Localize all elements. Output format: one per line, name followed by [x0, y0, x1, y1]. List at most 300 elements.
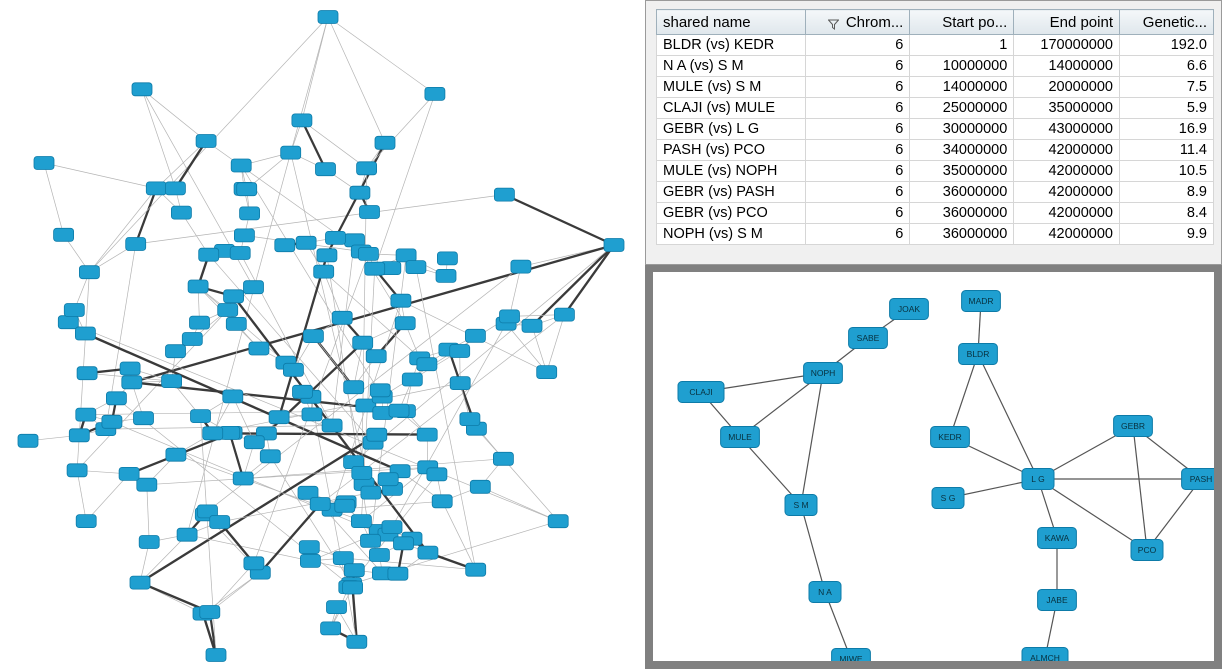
large-network-node[interactable]: [389, 404, 409, 417]
large-network-node-shape[interactable]: [281, 146, 301, 159]
large-network-node-shape[interactable]: [54, 228, 74, 241]
large-network-node[interactable]: [244, 436, 264, 449]
large-network-node[interactable]: [493, 452, 513, 465]
large-network-node-shape[interactable]: [218, 304, 238, 317]
large-network-node-shape[interactable]: [146, 182, 166, 195]
large-network-node[interactable]: [357, 162, 377, 175]
large-network-node[interactable]: [604, 239, 624, 252]
large-network-node-shape[interactable]: [190, 316, 210, 329]
large-network-node[interactable]: [171, 206, 191, 219]
large-network-node[interactable]: [394, 537, 414, 550]
large-network-node-shape[interactable]: [188, 280, 208, 293]
large-network-node-shape[interactable]: [166, 345, 186, 358]
large-network-node[interactable]: [494, 188, 514, 201]
large-network-node[interactable]: [79, 266, 99, 279]
large-network-node-shape[interactable]: [314, 265, 334, 278]
large-network-node-shape[interactable]: [367, 428, 387, 441]
large-network-node-shape[interactable]: [34, 157, 54, 170]
large-network-node[interactable]: [370, 384, 390, 397]
large-network-node-shape[interactable]: [402, 373, 422, 386]
subnetwork-node[interactable]: [959, 344, 998, 365]
large-network-node-shape[interactable]: [335, 499, 355, 512]
large-network-node-shape[interactable]: [206, 649, 226, 662]
large-network-node-shape[interactable]: [450, 345, 470, 358]
large-network-node-shape[interactable]: [165, 182, 185, 195]
table-row[interactable]: [657, 161, 1214, 182]
large-network-node[interactable]: [75, 327, 95, 340]
large-network-node[interactable]: [166, 345, 186, 358]
large-network-node[interactable]: [77, 367, 97, 380]
large-network-node[interactable]: [470, 480, 490, 493]
large-network-node[interactable]: [460, 413, 480, 426]
large-network-node[interactable]: [402, 373, 422, 386]
large-network-node[interactable]: [191, 410, 211, 423]
large-network-node-shape[interactable]: [58, 316, 78, 329]
large-network-node-shape[interactable]: [465, 329, 485, 342]
large-network-node-shape[interactable]: [293, 385, 313, 398]
subnetwork-node[interactable]: [962, 291, 1001, 312]
large-network-node-shape[interactable]: [318, 11, 338, 24]
large-network-node-shape[interactable]: [333, 552, 353, 565]
large-network-node[interactable]: [366, 350, 386, 363]
large-network-node-shape[interactable]: [347, 635, 367, 648]
large-network-node-shape[interactable]: [106, 392, 126, 405]
large-network-node[interactable]: [365, 262, 385, 275]
large-network-node-shape[interactable]: [369, 549, 389, 562]
large-network-node[interactable]: [500, 310, 520, 323]
large-network-node[interactable]: [231, 159, 251, 172]
large-network-node-shape[interactable]: [182, 333, 202, 346]
large-network-node-shape[interactable]: [537, 366, 557, 379]
large-network-node-shape[interactable]: [353, 336, 373, 349]
large-network-node[interactable]: [450, 345, 470, 358]
large-network-node-shape[interactable]: [224, 290, 244, 303]
large-network-node[interactable]: [139, 536, 159, 549]
large-network-node-shape[interactable]: [417, 358, 437, 371]
large-network-node[interactable]: [352, 466, 372, 479]
large-network-node[interactable]: [224, 290, 244, 303]
subnetwork-node[interactable]: [678, 382, 724, 403]
large-network-node[interactable]: [326, 231, 346, 244]
large-network-node[interactable]: [166, 448, 186, 461]
table-row[interactable]: [657, 35, 1214, 56]
large-network-node-shape[interactable]: [77, 367, 97, 380]
large-network-node[interactable]: [378, 473, 398, 486]
network-edge-table-panel[interactable]: [645, 0, 1222, 265]
large-network-node[interactable]: [321, 622, 341, 635]
subnetwork-node[interactable]: [1131, 540, 1163, 561]
large-network-node[interactable]: [522, 319, 542, 332]
large-network-node[interactable]: [230, 247, 250, 260]
large-network-node-shape[interactable]: [79, 266, 99, 279]
large-network-node[interactable]: [333, 552, 353, 565]
large-network-node-shape[interactable]: [203, 427, 223, 440]
subnetwork-node[interactable]: [890, 299, 929, 320]
subnetwork-node[interactable]: [932, 488, 964, 509]
subnetwork-canvas[interactable]: [653, 272, 1214, 661]
large-network-node[interactable]: [64, 304, 84, 317]
large-network-node[interactable]: [391, 294, 411, 307]
subnetwork-node[interactable]: [1022, 469, 1054, 490]
large-network-node-shape[interactable]: [466, 563, 486, 576]
large-network-node[interactable]: [332, 311, 352, 324]
large-network-node-shape[interactable]: [230, 247, 250, 260]
large-network-node[interactable]: [361, 486, 381, 499]
large-network-node-shape[interactable]: [132, 83, 152, 96]
large-network-node-shape[interactable]: [69, 429, 89, 442]
large-network-node[interactable]: [302, 408, 322, 421]
large-network-node[interactable]: [395, 317, 415, 330]
large-network-node-shape[interactable]: [18, 434, 38, 447]
large-network-node-shape[interactable]: [427, 468, 447, 481]
large-network-node[interactable]: [126, 238, 146, 251]
large-network-node[interactable]: [316, 163, 336, 176]
large-network-node[interactable]: [190, 316, 210, 329]
table-row[interactable]: [657, 98, 1214, 119]
subnetwork-node[interactable]: [1182, 469, 1214, 490]
large-network-node-shape[interactable]: [389, 404, 409, 417]
large-network-node[interactable]: [275, 239, 295, 252]
large-network-node[interactable]: [292, 114, 312, 127]
table-row[interactable]: [657, 77, 1214, 98]
large-network-node-shape[interactable]: [317, 249, 337, 262]
large-network-node-shape[interactable]: [292, 114, 312, 127]
large-network-node[interactable]: [69, 429, 89, 442]
large-network-node[interactable]: [137, 478, 157, 491]
large-network-node-shape[interactable]: [450, 377, 470, 390]
subnetwork-node[interactable]: [809, 582, 841, 603]
column-header-chromosome[interactable]: [805, 10, 909, 35]
large-network-node[interactable]: [234, 229, 254, 242]
large-network-node-shape[interactable]: [432, 495, 452, 508]
large-network-node-shape[interactable]: [361, 534, 381, 547]
subnetwork-node[interactable]: [785, 495, 817, 516]
large-network-node[interactable]: [240, 207, 260, 220]
large-network-node-shape[interactable]: [231, 159, 251, 172]
large-network-node[interactable]: [200, 606, 220, 619]
large-network-node[interactable]: [406, 261, 426, 274]
large-network-node-shape[interactable]: [436, 269, 456, 282]
large-network-node[interactable]: [375, 136, 395, 149]
large-network-node[interactable]: [226, 317, 246, 330]
large-network-node-shape[interactable]: [303, 330, 323, 343]
large-network-node-shape[interactable]: [326, 231, 346, 244]
large-network-node-shape[interactable]: [244, 436, 264, 449]
large-network-node-shape[interactable]: [361, 486, 381, 499]
large-network-node-shape[interactable]: [343, 581, 363, 594]
large-network-node[interactable]: [360, 206, 380, 219]
large-network-node-shape[interactable]: [122, 376, 142, 389]
large-network-node-shape[interactable]: [200, 606, 220, 619]
large-network-node-shape[interactable]: [210, 516, 230, 529]
large-network-node[interactable]: [122, 376, 142, 389]
large-network-node-shape[interactable]: [494, 188, 514, 201]
large-network-node[interactable]: [269, 411, 289, 424]
large-network-node-shape[interactable]: [352, 466, 372, 479]
large-network-node[interactable]: [130, 576, 150, 589]
column-header-genetic[interactable]: Genetic...: [1120, 10, 1214, 35]
large-network-node[interactable]: [427, 468, 447, 481]
large-network-node-shape[interactable]: [171, 206, 191, 219]
large-network-node-shape[interactable]: [511, 260, 531, 273]
large-network-node-shape[interactable]: [296, 236, 316, 249]
large-network-node[interactable]: [436, 269, 456, 282]
large-network-node[interactable]: [343, 581, 363, 594]
large-network-node[interactable]: [417, 428, 437, 441]
large-network-node[interactable]: [322, 419, 342, 432]
large-network-node-shape[interactable]: [321, 622, 341, 635]
large-network-node[interactable]: [244, 281, 264, 294]
large-network-node[interactable]: [58, 316, 78, 329]
large-network-node-shape[interactable]: [360, 206, 380, 219]
large-network-node-shape[interactable]: [244, 281, 264, 294]
large-network-node[interactable]: [146, 182, 166, 195]
large-network-node-shape[interactable]: [177, 528, 197, 541]
large-network-node[interactable]: [317, 249, 337, 262]
large-network-node[interactable]: [293, 385, 313, 398]
large-network-node[interactable]: [450, 377, 470, 390]
column-header-end-point[interactable]: End point: [1014, 10, 1120, 35]
large-network-node[interactable]: [388, 567, 408, 580]
large-network-node-shape[interactable]: [139, 536, 159, 549]
large-network-node-shape[interactable]: [240, 207, 260, 220]
large-network-node-shape[interactable]: [366, 350, 386, 363]
large-network-node-shape[interactable]: [500, 310, 520, 323]
large-network-node[interactable]: [299, 541, 319, 554]
large-network-node[interactable]: [369, 549, 389, 562]
large-network-node[interactable]: [237, 183, 257, 196]
subnetwork-node[interactable]: [832, 649, 871, 662]
column-header-shared-name[interactable]: shared name: [657, 10, 806, 35]
large-network-node[interactable]: [296, 236, 316, 249]
large-network-node-shape[interactable]: [233, 472, 253, 485]
large-network-node[interactable]: [218, 304, 238, 317]
large-network-node[interactable]: [119, 467, 139, 480]
subnetwork-node[interactable]: [721, 427, 760, 448]
large-network-node[interactable]: [203, 427, 223, 440]
large-network-node[interactable]: [18, 434, 38, 447]
large-network-node[interactable]: [344, 381, 364, 394]
large-network-node[interactable]: [34, 157, 54, 170]
large-network-node[interactable]: [418, 546, 438, 559]
large-network-node-shape[interactable]: [418, 546, 438, 559]
large-network-node[interactable]: [281, 146, 301, 159]
large-network-node-shape[interactable]: [130, 576, 150, 589]
large-network-node-shape[interactable]: [283, 363, 303, 376]
large-network-node[interactable]: [177, 528, 197, 541]
large-network-node[interactable]: [76, 515, 96, 528]
large-network-node-shape[interactable]: [522, 319, 542, 332]
large-network-node[interactable]: [344, 564, 364, 577]
large-network-node[interactable]: [206, 649, 226, 662]
large-network-node[interactable]: [327, 601, 347, 614]
large-network-node[interactable]: [382, 521, 402, 534]
large-network-node[interactable]: [361, 534, 381, 547]
subnetwork-nodes[interactable]: [678, 291, 1214, 662]
large-network-node[interactable]: [283, 363, 303, 376]
large-network-node-shape[interactable]: [382, 521, 402, 534]
large-network-node-shape[interactable]: [244, 557, 264, 570]
large-network-node-shape[interactable]: [191, 410, 211, 423]
large-network-node-shape[interactable]: [493, 452, 513, 465]
large-network-node[interactable]: [335, 499, 355, 512]
large-network-node-shape[interactable]: [67, 464, 87, 477]
table-row[interactable]: [657, 224, 1214, 245]
large-network-node[interactable]: [548, 515, 568, 528]
filter-icon[interactable]: [828, 17, 839, 28]
subnetwork-node[interactable]: [931, 427, 970, 448]
large-network-node-shape[interactable]: [249, 342, 269, 355]
large-network-node[interactable]: [162, 375, 182, 388]
subnetwork-node[interactable]: [1038, 528, 1077, 549]
large-network-node-shape[interactable]: [548, 515, 568, 528]
large-network-node-shape[interactable]: [417, 428, 437, 441]
large-network-node[interactable]: [223, 390, 243, 403]
large-network-node[interactable]: [249, 342, 269, 355]
subnetwork-node[interactable]: [804, 363, 843, 384]
table-row[interactable]: [657, 119, 1214, 140]
large-network-node-shape[interactable]: [299, 541, 319, 554]
large-network-node-shape[interactable]: [470, 480, 490, 493]
large-network-node-shape[interactable]: [226, 317, 246, 330]
large-network-node-shape[interactable]: [75, 327, 95, 340]
large-network-node-shape[interactable]: [260, 450, 280, 463]
large-network-node-shape[interactable]: [316, 163, 336, 176]
large-network-node-shape[interactable]: [102, 415, 122, 428]
large-network-node[interactable]: [120, 362, 140, 375]
large-network-node[interactable]: [367, 428, 387, 441]
large-network-node-shape[interactable]: [76, 515, 96, 528]
large-network-node-shape[interactable]: [370, 384, 390, 397]
large-network-node[interactable]: [199, 248, 219, 261]
large-network-node-shape[interactable]: [344, 381, 364, 394]
large-network-node-shape[interactable]: [351, 515, 371, 528]
table-row[interactable]: [657, 203, 1214, 224]
large-network-node-shape[interactable]: [322, 419, 342, 432]
large-network-node[interactable]: [102, 415, 122, 428]
large-network-node[interactable]: [465, 329, 485, 342]
large-network-node-shape[interactable]: [199, 248, 219, 261]
large-network-node-shape[interactable]: [137, 478, 157, 491]
subnetwork-canvas-svg[interactable]: [653, 272, 1214, 661]
large-network-node[interactable]: [437, 252, 457, 265]
large-network-node-shape[interactable]: [275, 239, 295, 252]
large-network-node-shape[interactable]: [375, 136, 395, 149]
large-network-node[interactable]: [466, 563, 486, 576]
large-network-node[interactable]: [54, 228, 74, 241]
large-network-node[interactable]: [303, 330, 323, 343]
large-network-nodes[interactable]: [18, 11, 624, 662]
large-network-node-shape[interactable]: [119, 467, 139, 480]
large-network-node[interactable]: [350, 186, 370, 199]
large-network-node[interactable]: [318, 11, 338, 24]
large-network-node-shape[interactable]: [120, 362, 140, 375]
large-network-node[interactable]: [244, 557, 264, 570]
large-network-node[interactable]: [67, 464, 87, 477]
large-network-node-shape[interactable]: [425, 87, 445, 100]
large-network-node-shape[interactable]: [358, 247, 378, 260]
large-network-node[interactable]: [432, 495, 452, 508]
large-network-node-shape[interactable]: [327, 601, 347, 614]
large-network-node[interactable]: [300, 554, 320, 567]
subnetwork-node[interactable]: [849, 328, 888, 349]
large-network-node-shape[interactable]: [223, 390, 243, 403]
large-network-node-shape[interactable]: [64, 304, 84, 317]
large-network-node[interactable]: [196, 135, 216, 148]
large-network-node-shape[interactable]: [394, 537, 414, 550]
large-network-node-shape[interactable]: [234, 229, 254, 242]
large-network-node[interactable]: [417, 358, 437, 371]
large-network-node-shape[interactable]: [166, 448, 186, 461]
large-network-node[interactable]: [396, 249, 416, 262]
large-network-node-shape[interactable]: [332, 311, 352, 324]
subnetwork-node[interactable]: [1022, 648, 1068, 662]
edge-table[interactable]: [656, 9, 1214, 245]
large-network-node-shape[interactable]: [134, 412, 154, 425]
large-network-node[interactable]: [351, 515, 371, 528]
large-network-node-shape[interactable]: [237, 183, 257, 196]
large-network-node-shape[interactable]: [396, 249, 416, 262]
large-network-node[interactable]: [347, 635, 367, 648]
large-network-node[interactable]: [182, 333, 202, 346]
large-network-node[interactable]: [425, 87, 445, 100]
large-network-node[interactable]: [314, 265, 334, 278]
large-network-node-shape[interactable]: [302, 408, 322, 421]
large-network-node[interactable]: [260, 450, 280, 463]
large-network-node-shape[interactable]: [406, 261, 426, 274]
large-network-node-shape[interactable]: [378, 473, 398, 486]
large-network-node[interactable]: [358, 247, 378, 260]
large-network-node-shape[interactable]: [344, 564, 364, 577]
large-network-node-shape[interactable]: [76, 408, 96, 421]
large-network-node[interactable]: [554, 308, 574, 321]
large-network-node-shape[interactable]: [365, 262, 385, 275]
large-network-node[interactable]: [134, 412, 154, 425]
large-network-node[interactable]: [106, 392, 126, 405]
large-network-node[interactable]: [188, 280, 208, 293]
large-network-node-shape[interactable]: [269, 411, 289, 424]
large-network-node[interactable]: [511, 260, 531, 273]
subnetwork-node[interactable]: [1114, 416, 1153, 437]
large-network-node[interactable]: [76, 408, 96, 421]
large-network-node-shape[interactable]: [126, 238, 146, 251]
column-header-start-point[interactable]: Start po...: [910, 10, 1014, 35]
large-network-node-shape[interactable]: [604, 239, 624, 252]
large-network-node-shape[interactable]: [357, 162, 377, 175]
large-network-node[interactable]: [233, 472, 253, 485]
large-network-node-shape[interactable]: [437, 252, 457, 265]
subnetwork-node[interactable]: [1038, 590, 1077, 611]
table-row[interactable]: [657, 140, 1214, 161]
large-network-node[interactable]: [210, 516, 230, 529]
large-network-node[interactable]: [165, 182, 185, 195]
large-network-node-shape[interactable]: [554, 308, 574, 321]
large-network-node-shape[interactable]: [395, 317, 415, 330]
large-network-node-shape[interactable]: [350, 186, 370, 199]
large-network-node-shape[interactable]: [300, 554, 320, 567]
large-network-node[interactable]: [310, 498, 330, 511]
large-network-node-shape[interactable]: [196, 135, 216, 148]
table-row[interactable]: [657, 182, 1214, 203]
large-network-node[interactable]: [353, 336, 373, 349]
large-network-node-shape[interactable]: [391, 294, 411, 307]
table-row[interactable]: [657, 56, 1214, 77]
large-network-node[interactable]: [132, 83, 152, 96]
large-network-node-shape[interactable]: [460, 413, 480, 426]
large-network-node[interactable]: [537, 366, 557, 379]
subnetwork-graph-panel[interactable]: [645, 265, 1222, 669]
large-network-node-shape[interactable]: [388, 567, 408, 580]
